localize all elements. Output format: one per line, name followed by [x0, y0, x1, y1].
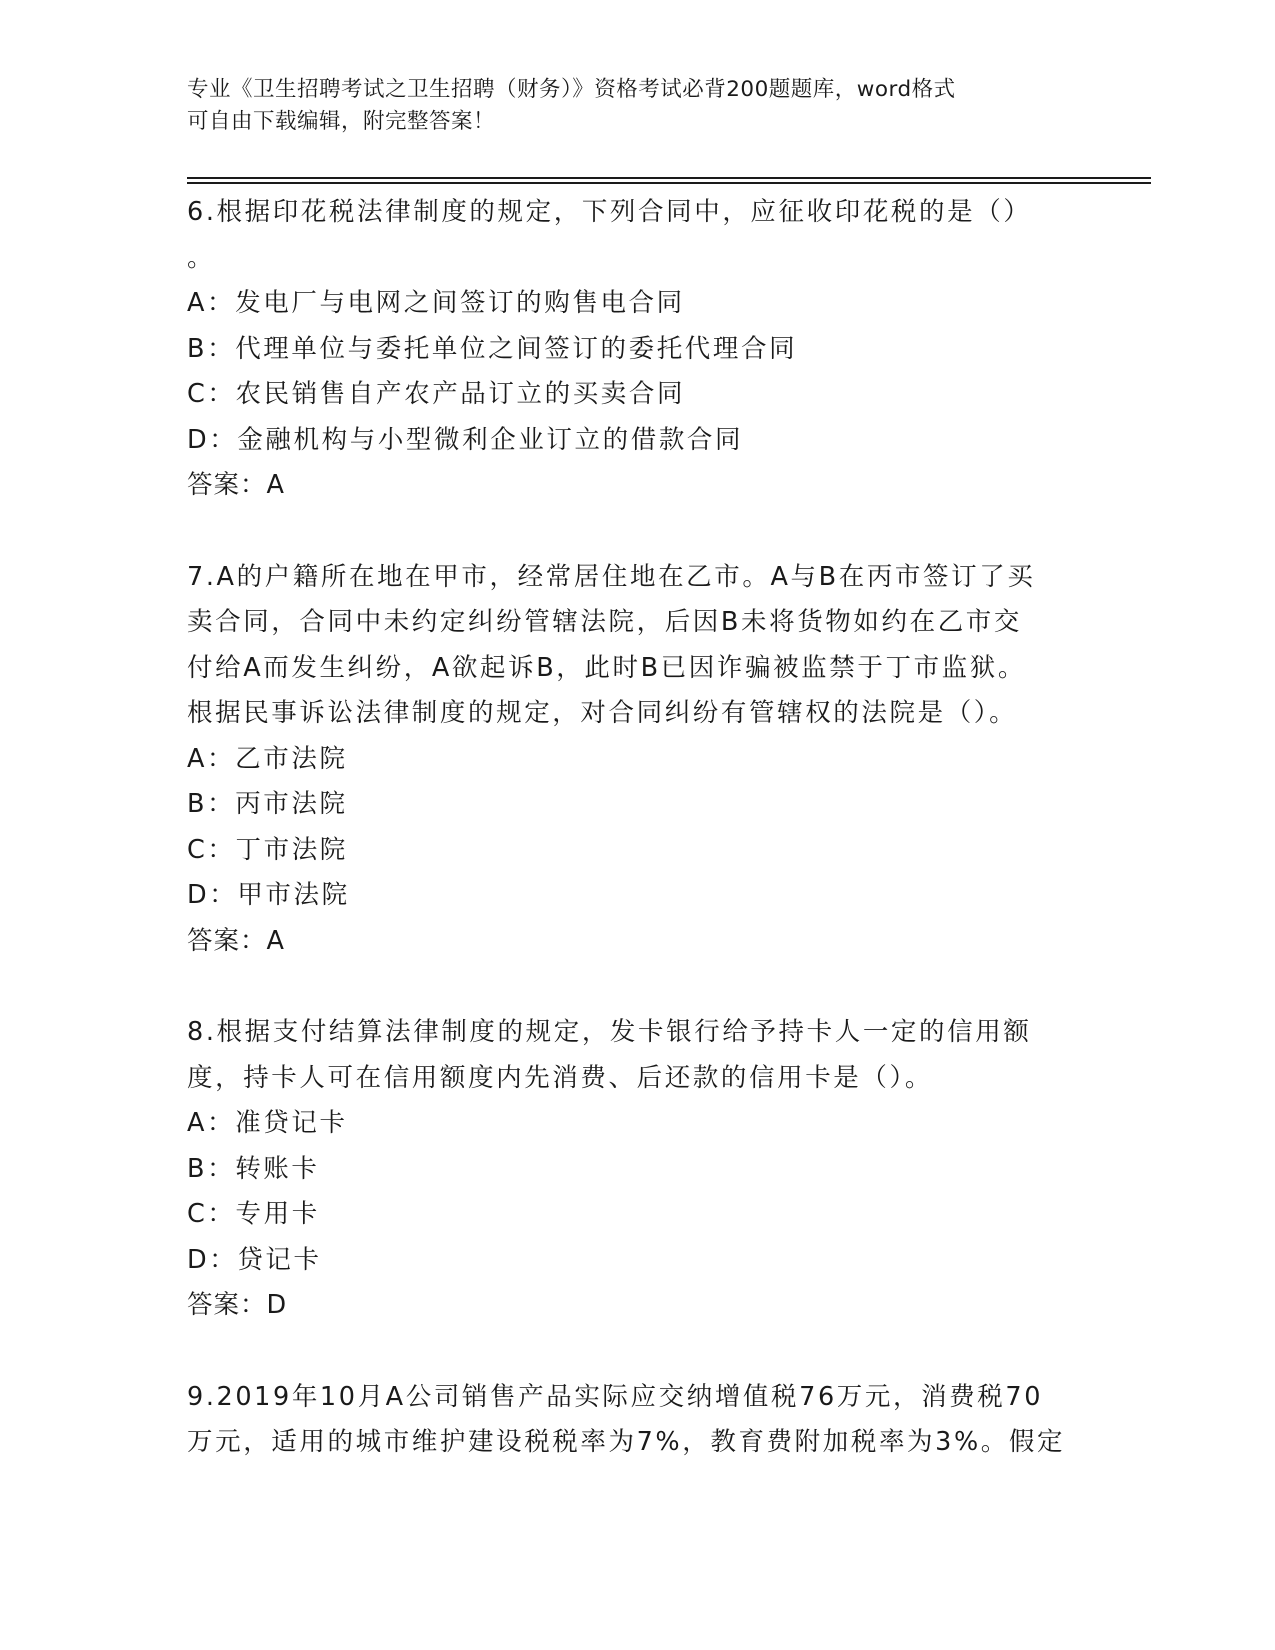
header-divider-top [187, 177, 1151, 179]
question-stem-line: 度，持卡人可在信用额度内先消费、后还款的信用卡是（）。 [187, 1062, 933, 1093]
answer-label: 答案：D [187, 1290, 288, 1320]
question-stem-line: 9.2019年10月A公司销售产品实际应交纳增值税76万元，消费税70 [187, 1381, 1044, 1412]
question-spacer [187, 964, 1087, 1010]
answer-label: 答案：A [187, 470, 285, 500]
option-b: B：丙市法院 [187, 789, 348, 819]
question-stem-line: 付给A而发生纠纷，A欲起诉B，此时B已因诈骗被监禁于丁市监狱。 [187, 652, 1026, 683]
question-stem-line: 卖合同，合同中未约定纠纷管辖法院，后因B未将货物如约在乙市交 [187, 607, 1022, 637]
question-list [187, 190, 1087, 1466]
option-d: D：贷记卡 [187, 1244, 322, 1275]
option-d: D：金融机构与小型微利企业订立的借款合同 [187, 424, 744, 455]
option-a: A：准贷记卡 [187, 1108, 348, 1138]
document-header [187, 74, 1087, 138]
question-9 [187, 1375, 1087, 1466]
header-line: 可自由下载编辑，附完整答案！ [187, 109, 496, 134]
option-b: B：代理单位与委托单位之间签订的委托代理合同 [187, 333, 798, 364]
question-spacer [187, 509, 1087, 555]
option-d: D：甲市法院 [187, 880, 350, 910]
question-stem-line: 。 [187, 242, 216, 273]
header-divider-bottom [187, 182, 1151, 184]
option-a: A：发电厂与电网之间签订的购售电合同 [187, 288, 685, 318]
question-8 [187, 1010, 1087, 1329]
option-a: A：乙市法院 [187, 743, 348, 774]
option-b: B：转账卡 [187, 1153, 320, 1184]
question-stem-line: 7.A的户籍所在地在甲市，经常居住地在乙市。A与B在丙市签订了买 [187, 561, 1036, 592]
question-stem-line: 8.根据支付结算法律制度的规定，发卡银行给予持卡人一定的信用额 [187, 1017, 1032, 1047]
question-stem-line: 6.根据印花税法律制度的规定，下列合同中，应征收印花税的是（） [187, 197, 1032, 227]
option-c: C：农民销售自产农产品订立的买卖合同 [187, 379, 686, 409]
option-c: C：丁市法院 [187, 834, 348, 865]
question-stem-line: 万元，适用的城市维护建设税税率为7%，教育费附加税率为3%。假定 [187, 1427, 1066, 1457]
header-line: 专业《卫生招聘考试之卫生招聘（财务）》资格考试必背200题题库，word格式 [187, 77, 956, 102]
question-spacer [187, 1329, 1087, 1375]
question-6 [187, 190, 1087, 509]
question-7 [187, 555, 1087, 965]
answer-label: 答案：A [187, 925, 285, 956]
option-c: C：专用卡 [187, 1199, 320, 1229]
question-stem-line: 根据民事诉讼法律制度的规定，对合同纠纷有管辖权的法院是（）。 [187, 698, 1018, 728]
